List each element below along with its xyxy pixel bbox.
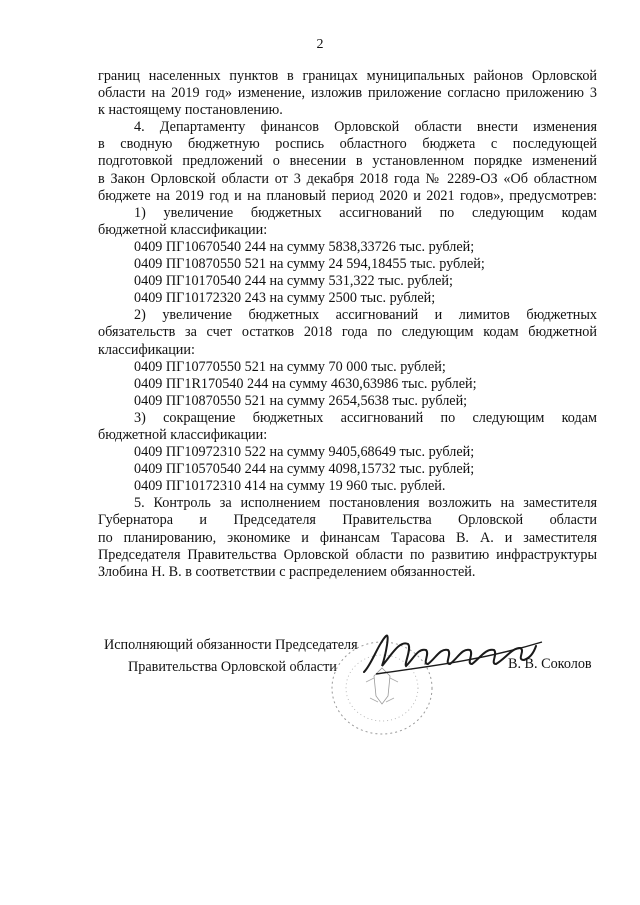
text-line: Председателя Правительства Орловской области по развитию инфраструктуры [98,546,597,563]
text-line: классификации: [98,341,195,358]
text-line: 4. Департаменту финансов Орловской области внести изменения [134,119,597,136]
text-line: 0409 ПГ10870550 521 на сумму 24 594,18455 тыс. рублей; [134,256,485,273]
page-number: 2 [316,37,324,52]
signatory-title-line1: Исполняющий обязанности Председателя [104,637,358,653]
text-line: 2) увеличение бюджетных ассигнований и лимитов бюджетных [134,307,597,324]
text-line: в сводную бюджетную роспись областного бюджета с последующей [98,136,597,153]
text-line: 5. Контроль за исполнением постановления возложить на заместителя [134,495,597,512]
text-line: Губернатора и Председателя Правительства Орловской области [98,512,597,529]
text-line: бюджетной классификации: [98,221,268,238]
text-line: Злобина Н. В. в соответствии с распределением обязанностей. [98,563,476,580]
text-line: по планированию, экономике и финансам Тарасова В. А. и заместителя [98,529,597,546]
text-line: бюджетной классификации: [98,426,268,443]
text-line: бюджете на 2019 год и на плановый период 2020 и 2021 годов», предусмотрев: [98,187,597,204]
text-line: 3) сокращение бюджетных ассигнований по следующим кодам [134,409,597,426]
text-line: 0409 ПГ10770550 521 на сумму 70 000 тыс. рублей; [134,358,446,375]
text-line: 0409 ПГ10570540 244 на сумму 4098,15732 тыс. рублей; [134,461,475,478]
text-line: границ населенных пунктов в границах муниципальных районов Орловской [98,68,597,84]
document-body [98,68,597,581]
signatory-title-line2: Правительства Орловской области [128,659,337,675]
text-line: к настоящему постановлению. [98,102,283,119]
text-line: обязательств за счет остатков 2018 года по следующим кодам бюджетной [98,324,597,341]
signatory-name: В. В. Соколов [508,656,592,672]
text-line: 0409 ПГ10670540 244 на сумму 5838,33726 тыс. рублей; [134,238,475,255]
text-line: 0409 ПГ10972310 522 на сумму 9405,68649 тыс. рублей; [134,444,475,461]
text-line: 0409 ПГ10172320 243 на сумму 2500 тыс. рублей; [134,290,436,307]
signatory-title [104,634,358,678]
text-line: 1) увеличение бюджетных ассигнований по следующим кодам [134,204,597,221]
text-line: 0409 ПГ10172310 414 на сумму 19 960 тыс. рублей. [134,478,446,495]
text-line: 0409 ПГ10870550 521 на сумму 2654,5638 тыс. рублей; [134,392,468,409]
text-line: области на 2019 год» изменение, изложив приложение согласно приложению 3 [98,85,597,102]
text-line: в Закон Орловской области от 3 декабря 2018 года № 2289-ОЗ «Об областном [98,170,597,187]
text-line: 0409 ПГ10170540 244 на сумму 531,322 тыс. рублей; [134,273,453,290]
text-line: 0409 ПГ1R170540 244 на сумму 4630,63986 тыс. рублей; [134,375,477,392]
text-line: подготовкой предложений о внесении в установленном порядке изменений [98,153,597,170]
handwritten-signature [356,614,546,684]
